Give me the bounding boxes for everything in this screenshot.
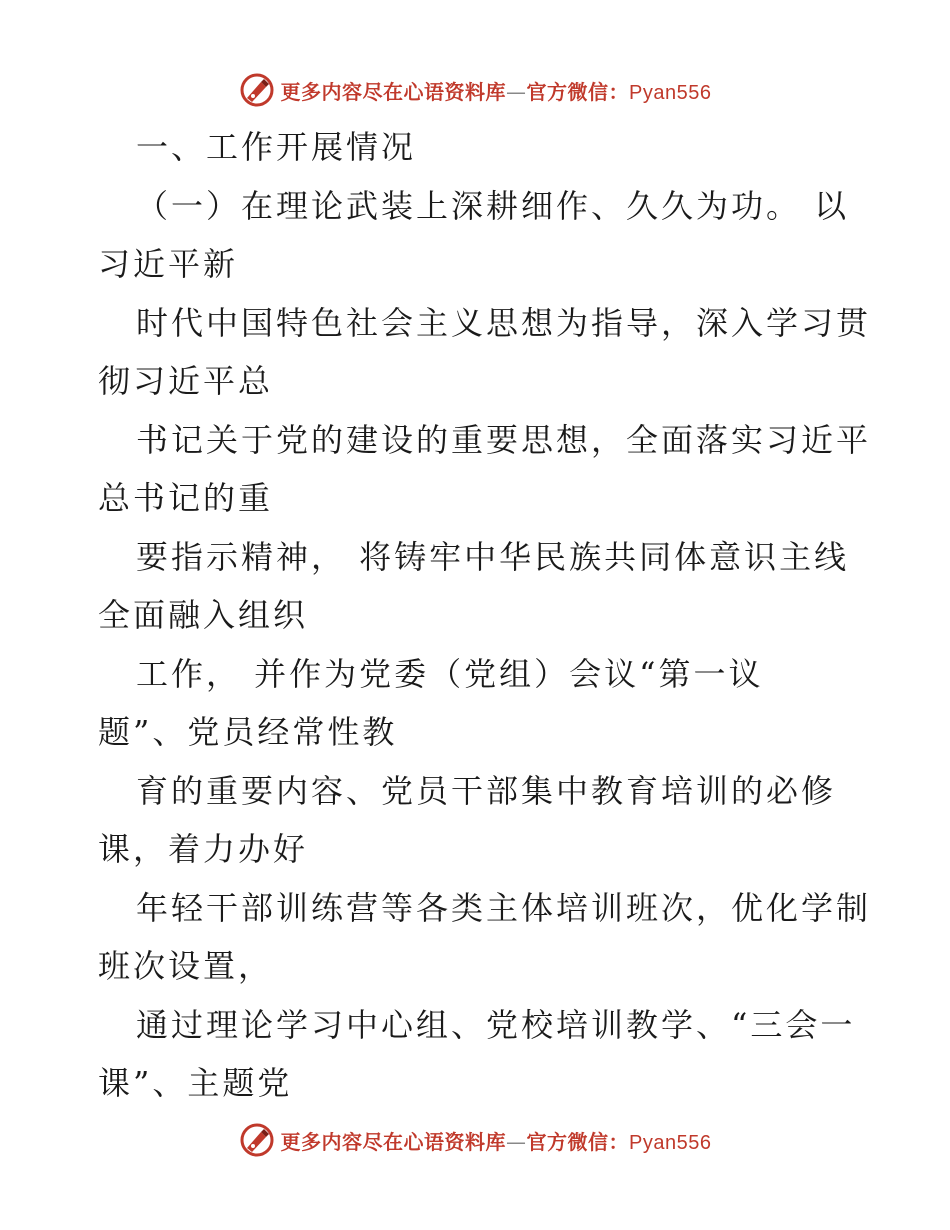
watermark-suffix: 官方微信： bbox=[526, 1129, 630, 1154]
watermark-footer bbox=[0, 1120, 950, 1160]
text-line: 年轻干部训练营等各类主体培训班次，优化学制 bbox=[136, 888, 872, 927]
pen-logo-icon bbox=[239, 1122, 275, 1158]
text-line: （一）在理论武装上深耕细作、久久为功。 以 bbox=[136, 186, 850, 225]
watermark-text: 更多内容尽在心语资料库 bbox=[280, 79, 507, 104]
watermark-suffix: 官方微信： bbox=[526, 79, 630, 104]
text-line: 总书记的重 bbox=[98, 479, 274, 517]
watermark-header bbox=[0, 70, 950, 110]
watermark-separator: — bbox=[506, 79, 527, 104]
text-line: 书记关于党的建设的重要思想，全面落实习近平 bbox=[136, 420, 872, 459]
watermark-separator: — bbox=[506, 1129, 527, 1154]
text-line: 要指示精神， 将铸牢中华民族共同体意识主线 bbox=[136, 537, 850, 576]
text-line: 班次设置， bbox=[98, 947, 274, 985]
text-line: 课”、主题党 bbox=[98, 1064, 293, 1102]
text-line: 习近平新 bbox=[98, 245, 239, 283]
section-heading: 一、工作开展情况 bbox=[136, 128, 417, 166]
document-body bbox=[98, 118, 872, 1113]
text-line: 育的重要内容、党员干部集中教育培训的必修 bbox=[136, 771, 837, 810]
text-line: 课，着力办好 bbox=[98, 830, 309, 868]
text-line: 全面融入组织 bbox=[98, 596, 309, 634]
watermark-wechat-id: Pyan556 bbox=[629, 81, 712, 104]
text-line: 彻习近平总 bbox=[98, 362, 274, 400]
text-line: 通过理论学习中心组、党校培训教学、“三会一 bbox=[136, 1005, 856, 1044]
text-line: 题”、党员经常性教 bbox=[98, 713, 398, 751]
pen-logo-icon bbox=[239, 72, 275, 108]
text-line: 工作， 并作为党委（党组）会议“第一议 bbox=[136, 654, 764, 693]
text-line: 时代中国特色社会主义思想为指导，深入学习贯 bbox=[136, 303, 872, 342]
watermark-text: 更多内容尽在心语资料库 bbox=[280, 1129, 507, 1154]
watermark-wechat-id: Pyan556 bbox=[629, 1131, 712, 1154]
